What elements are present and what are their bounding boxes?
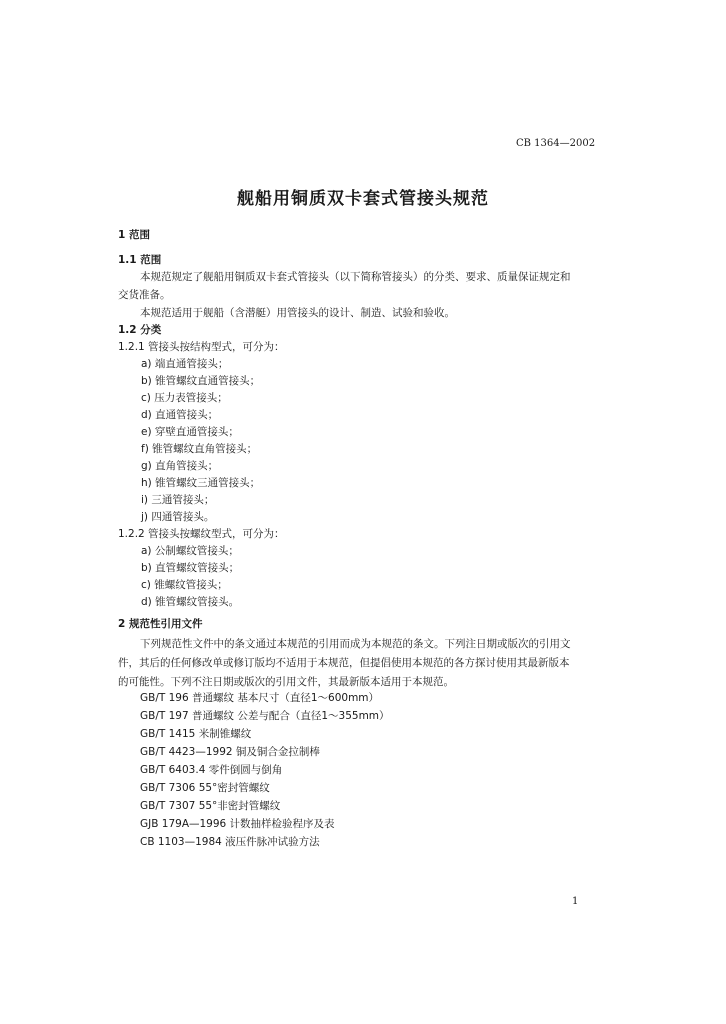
list-item: d) 锥管螺纹管接头。 bbox=[141, 596, 240, 608]
section-1-heading: 1 范围 bbox=[118, 229, 150, 241]
section-1-2-heading: 1.2 分类 bbox=[118, 324, 162, 336]
list-item: h) 锥管螺纹三通管接头； bbox=[141, 477, 261, 489]
section-1-1-paragraph-1-line-2: 交货准备。 bbox=[118, 289, 171, 301]
document-title: 舰船用铜质双卡套式管接头规范 bbox=[237, 189, 489, 209]
section-1-2-1-intro: 1.2.1 管接头按结构型式，可分为： bbox=[118, 341, 285, 353]
standard-number: CB 1364—2002 bbox=[516, 138, 596, 149]
list-item: c) 压力表管接头； bbox=[141, 392, 228, 404]
section-2-paragraph-line-1: 下列规范性文件中的条文通过本规范的引用而成为本规范的条文。下列注日期或版次的引用文 bbox=[140, 638, 571, 650]
list-item: e) 穿壁直通管接头； bbox=[141, 426, 239, 438]
reference-item: GB/T 196 普通螺纹 基本尺寸（直径1～600mm） bbox=[140, 692, 380, 704]
section-2-paragraph-line-3: 的可能性。下列不注日期或版次的引用文件，其最新版本适用于本规范。 bbox=[118, 676, 454, 688]
section-1-1-paragraph-2: 本规范适用于舰船（含潜艇）用管接头的设计、制造、试验和验收。 bbox=[140, 307, 455, 319]
reference-item: GB/T 4423—1992 铜及铜合金拉制棒 bbox=[140, 746, 320, 758]
reference-item: GB/T 1415 米制锥螺纹 bbox=[140, 728, 252, 740]
reference-item: GB/T 6403.4 零件倒圆与倒角 bbox=[140, 764, 283, 776]
list-item: a) 端直通管接头； bbox=[141, 358, 229, 370]
list-item: i) 三通管接头； bbox=[141, 494, 215, 506]
reference-item: GB/T 7307 55°非密封管螺纹 bbox=[140, 800, 281, 812]
list-item: f) 锥管螺纹直角管接头； bbox=[141, 443, 258, 455]
list-item: j) 四通管接头。 bbox=[141, 511, 215, 523]
section-2-heading: 2 规范性引用文件 bbox=[118, 618, 203, 630]
reference-item: GB/T 7306 55°密封管螺纹 bbox=[140, 782, 270, 794]
list-item: b) 直管螺纹管接头； bbox=[141, 562, 240, 574]
list-item: d) 直通管接头； bbox=[141, 409, 219, 421]
section-2-paragraph-line-2: 件，其后的任何修改单或修订版均不适用于本规范，但提倡使用本规范的各方探讨使用其最新版本 bbox=[118, 657, 570, 669]
page-number: 1 bbox=[572, 896, 579, 907]
section-1-2-2-intro: 1.2.2 管接头按螺纹型式，可分为： bbox=[118, 528, 285, 540]
section-1-1-heading: 1.1 范围 bbox=[118, 254, 162, 266]
list-item: g) 直角管接头； bbox=[141, 460, 219, 472]
reference-item: CB 1103—1984 液压件脉冲试验方法 bbox=[140, 836, 320, 848]
list-item: a) 公制螺纹管接头； bbox=[141, 545, 239, 557]
reference-item: GJB 179A—1996 计数抽样检验程序及表 bbox=[140, 818, 335, 830]
list-item: c) 锥螺纹管接头； bbox=[141, 579, 228, 591]
section-1-1-paragraph-1-line-1: 本规范规定了舰船用铜质双卡套式管接头（以下简称管接头）的分类、要求、质量保证规定和 bbox=[140, 271, 571, 283]
list-item: b) 锥管螺纹直通管接头； bbox=[141, 375, 261, 387]
reference-item: GB/T 197 普通螺纹 公差与配合（直径1～355mm） bbox=[140, 710, 390, 722]
